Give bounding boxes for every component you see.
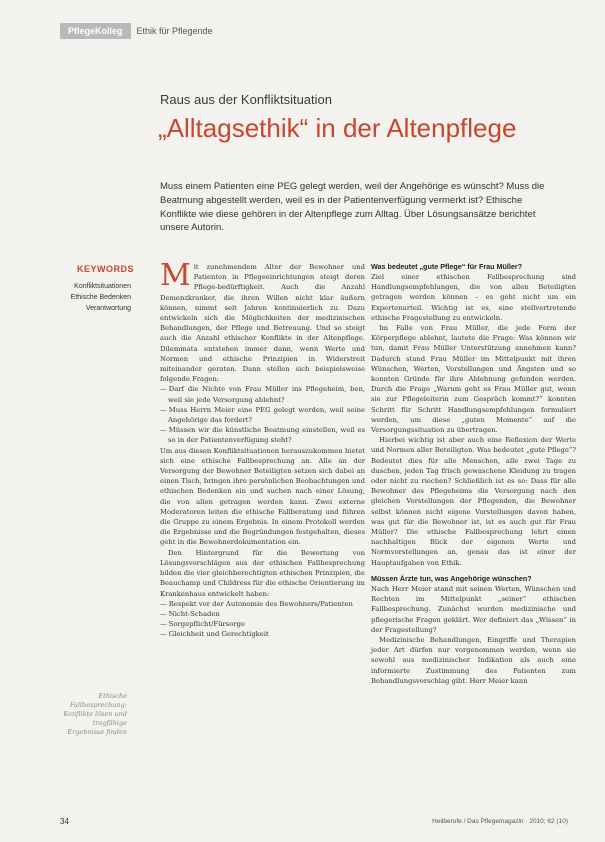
paragraph: Medizinische Behandlungen, Eingriffe und Therapien jeder Art dürfen nur vorgenommen werden, wenn sie sowohl aus medizinischer Indikation als auch eine informierte Zustimmung des Patienten zum Behandlungsvorschlag gibt. Herr Meier kann [371,635,576,685]
drop-cap: M [160,258,191,293]
paragraph: Hierbei wichtig ist aber auch eine Reflexion der Werte und Normen aller Beteiligten. Was bedeutet „gute Pflege“? Bedeutet dies für alle Menschen, alle zwei Tage zu duschen, jeden Tag frisch gewaschene Kleidung zu tragen oder nicht zu riechen? Schließlich ist es so: Dass für alle Bewohner des Pflegeheims die Versorgung nach den gleichen Vorstellungen der Pflegenden, die Bewohner selbst können nicht eigene Vorstellungen davon haben, was gut für die Bewohner ist, ist es auch gut für Frau Müller? Die ethische Fallbesprechung lehrt einen nachhaltigen Blick der eigenen Werte und Normvorstellungen an, genau das ist einer der Hauptaufgaben von Ethik. [371,436,576,567]
paragraph: Ziel einer ethischen Fallbesprechung sind Handlungsempfehlungen, die von allen Beteiligten getragen werden können – es geht nicht um ein Expertenurteil. Wichtig ist es, eine stellvertretende ethische Fragestellung zu entwickeln. [371,273,576,322]
list-item: — Muss Herrn Meier eine PEG gelegt werden, weil seine Angehörige das fordert? [160,405,365,425]
paragraph-text: it zunehmendem Alter der Bewohner und Patienten in Pflegeeinrichtungen steigt deren Pflege-bedürftigkeit. Auch die Anzahl Demenzkranker, die ihren Willen nicht klar äußern können, nimmt seit Jahren kontinuierlich zu. Dazu entwickeln sich die Möglichkeiten der medizinischen Behandlungen, der Pflege und Betreuung. Und so steigt auch die Anzahl ethischer Konflikte in der Altenpflege. Dilemmata entstehen immer dann, wenn Werte und Normen und ethische Prinzipien in Widerstreit miteinander geraten. Dann stellen sich beispielsweise folgende Fragen: [160,263,365,384]
article-intro: Muss einem Patienten eine PEG gelegt werden, weil der Angehörige es wünscht? Muss die Beatmung abgestellt werden, weil es in der Patientenverfügung vermerkt ist? Ethische Konflikte wie diese gehören in der Altenpflege zum Alltag. Über Lösungsansätze berichtet unsere Autorin. [160,181,545,234]
section-header [60,23,213,39]
keywords-heading: KEYWORDS [77,264,135,274]
text-column-right [371,262,576,686]
principles-list [160,599,365,640]
text-column-left [160,258,365,640]
list-item: — Müssen wir die künstliche Beatmung einstellen, weil es so in der Patientenverfügung steht? [160,425,365,445]
list-item: — Respekt vor der Autonomie des Bewohners/Patienten [160,599,365,609]
list-item: — Nicht-Schaden [160,609,365,619]
paragraph: Um aus diesen Konfliktsituationen herauszukommen bietet sich eine ethische Fallbesprechung an. Alle an der Versorgung der Bewohner Beteiligten setzen sich dabei an einen Tisch, bringen ihre persönlichen Beobachtungen und ethischen Bedenken ein und suchen nach einer Lösung, die von allen getragen werden kann. Zwei externe Moderatoren leiten die ethische Fallberatung und führen die Gruppe zu einem Ergebnis. In einem Protokoll werden die Ergebnisse und die Begründungen festgehalten, dieses geht in die Bewohnerdokumentation ein. [160,446,365,547]
section-heading: Was bedeutet „gute Pflege“ für Frau Müller? [371,262,523,271]
journal-footer: Heilberufe / Das Pflegemagazin · 2010; 62 (10) [432,818,568,825]
question-list [160,384,365,445]
paragraph: Den Hintergrund für die Bewertung von Lösungsvorschlägen aus der ethischen Fallbesprechung bilden die vier gleichberechtigten ethischen Prinzipien, die Beauchamp und Childress für die ethische Orientierung im Krankenhaus entwickelt haben: [160,548,365,598]
margin-note: Ethische Fallbesprechung: Konflikte lösen und tragfähige Ergebnisse finden [63,692,127,736]
paragraph: Im Falle von Frau Müller, die jede Form der Körperpflege ablehnt, lautete die Frage: Was können wir tun, damit Frau Müller Unterstützung annehmen kann? Dadurch stand Frau Müller im Mittelpunkt mit ihren Wünschen, Werten, Vorstellungen und Ängsten und so konnten Gründe für ihre Ablehnung gefunden werden. Durch die Frage „Warum geht es Frau Müller gut, wenn sie zur Pflegeleiterin zum Gespräch kommt?“ konnten Schritt für Schritt Handlungsempfehlungen formuliert werden, um diese „guten Momente“ auf die Versorgungssituation zu übertragen. [371,324,576,435]
article-overline: Raus aus der Konfliktsituation [160,92,332,107]
keyword-item: Ethische Bedenken [70,294,131,301]
keyword-item: Verantwortung [85,305,131,312]
list-item: — Gleichheit und Gerechtigkeit [160,629,365,639]
paragraph: Nach Herr Meier stand mit seinen Werten, Wünschen und Rechten im Mittelpunkt „seiner“ ethischen Fallbesprechung. Zunächst wurden medizinische und pflegerische Fragen geklärt. Wer definiert das „Wissen“ in der Fragestellung? [371,584,576,634]
list-item: — Darf die Nichte von Frau Müller ins Pflegeheim, ben, weil sie jede Versorgung ablehnt? [160,384,365,404]
list-item: — Sorgepflicht/Fürsorge [160,619,365,629]
paragraph [160,258,365,384]
page-number: 34 [60,817,69,826]
section-subtitle: Ethik für Pflegende [136,26,213,36]
article-title: „Alltagsethik“ in der Altenpflege [158,113,517,143]
keyword-item: Konfliktsituationen [74,283,131,290]
keywords-list [71,281,131,314]
section-heading: Müssen Ärzte tun, was Angehörige wünschen? [371,573,532,583]
section-tag: PflegeKolleg [60,23,131,39]
